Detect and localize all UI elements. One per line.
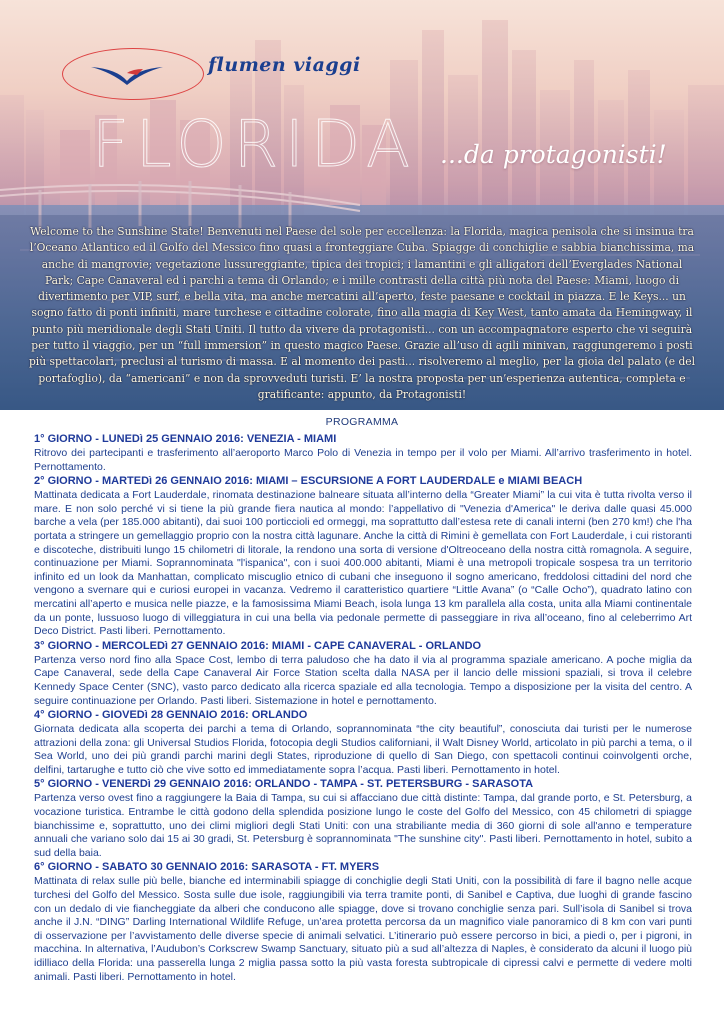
day-description: Partenza verso nord fino alla Space Cost, lembo di terra paludoso che ha dato il via al programma spaziale americano. A poche miglia da Cape Canaveral, sede della Cape Canaveral Air Force Station scelta dalla NASA per il lancio delle missioni spaziali, si trova il celebre Kennedy Space Center (SNC), vasto parco dedicato alla ricerca spaziale ed alla tecnologia. Tempo a disposizione per la visita del centro. A seguire continuazione per Orlando. Pasti liberi. Sistemazione in hotel e pernottamento. xyxy=(34,653,692,707)
day-6 xyxy=(34,860,692,984)
day-3 xyxy=(34,639,692,708)
day-4 xyxy=(34,708,692,777)
bird-logo-icon xyxy=(87,63,167,85)
day-2 xyxy=(34,474,692,639)
destination-title: FLORIDA xyxy=(92,108,417,182)
day-title: 5° GIORNO - VENERDì 29 GENNAIO 2016: ORLANDO - TAMPA - ST. PETERSBURG - SARASOTA xyxy=(34,778,534,791)
day-title: 2° GIORNO - MARTEDì 26 GENNAIO 2016: MIAMI – ESCURSIONE A FORT LAUDERDALE e MIAMI BEACH xyxy=(34,475,583,488)
logo-emblem xyxy=(62,48,204,100)
program-heading: PROGRAMMA xyxy=(325,416,399,428)
brand-name: flumen viaggi xyxy=(208,54,361,76)
day-title: 6° GIORNO - SABATO 30 GENNAIO 2016: SARASOTA - FT. MYERS xyxy=(34,861,380,874)
day-description: Mattinata di relax sulle più belle, bianche ed interminabili spiagge di conchiglie degli Stati Uniti, con la possibilità di fare il bagno nelle acque turchesi del Golfo del Messico. Sosta sulle due isole, raggiungibili via terra tramite ponti, di Sanibel e Captiva, due luoghi di grande fascino con un dedalo di vie fiancheggiate da alberi che conducono alle spiagge, dove si trovano conchiglie senza pari. Sull’isola di Sanibel si trova anche il J.N. “DING” Darling International Wildlife Refuge, un’area protetta percorsa da un magnifico viale panoramico di 8 km con vari punti di osservazione per l’avvistamento delle diverse specie di animali selvatici. L’itinerario può essere percorso in bici, a piedi o, per i pigroni, in macchina. In alternativa, l’Audubon’s Corkscrew Swamp Sanctuary, situato più a sud all’altezza di Naples, è considerato da alcuni il luogo più idilliaco della Florida: una passerella lunga 2 miglia passa sotto la più vasta foresta subtropicale di cipressi calvi e permette di vedere molti animali. Pasti liberi. Pernottamento in hotel. xyxy=(34,875,692,983)
day-title: 3° GIORNO - MERCOLEDì 27 GENNAIO 2016: MIAMI - CAPE CANAVERAL - ORLANDO xyxy=(34,639,482,652)
day-title: 4° GIORNO - GIOVEDì 28 GENNAIO 2016: ORLANDO xyxy=(34,709,308,722)
day-description: Ritrovo dei partecipanti e trasferimento all’aeroporto Marco Polo di Venezia in tempo per il volo per Miami. All’arrivo trasferimento in hotel. Pernottamento. xyxy=(34,447,692,473)
itinerary xyxy=(34,432,692,984)
day-1 xyxy=(34,432,692,474)
day-description: Giornata dedicata alla scoperta dei parchi a tema di Orlando, soprannominata “the city beautiful”, conosciuta dai turisti per le numerose attrazioni della zona: gli Universal Studios Florida, fotocopia degli Studios californiani, il Walt Disney World, articolato in più parchi a tema, o il Sea World, uno dei più grandi parchi marini degli States, riproduzione di quello di San Diego, con spettacoli continui coinvolgenti orche, delfini, tartarughe e tutto ciò che vive sotto ed immediatamente sopra l’acqua. Pasti liberi. Pernottamento in hotel. xyxy=(34,723,692,776)
hero-banner xyxy=(0,0,724,410)
day-description: Partenza verso ovest fino a raggiungere la Baia di Tampa, su cui si affacciano due città distinte: Tampa, dal grande porto, e St. Petersburg, a vocazione turistica. Entrambe le città godono della splendida posizione lungo le coste del Golfo del Messico, con 45 chilometri di spiagge bianchissime e, soprattutto, uno dei climi migliori degli Stati Uniti: con una strabiliante media di 360 giorni di sole all'anno e temperature annuali che variano solo dai 15 ai 30 gradi, St. Petersburg è soprannominata "The sunshine city". Pasti liberi. Pernottamento in hotel, subito a sud della baia. xyxy=(34,792,692,859)
day-5 xyxy=(34,777,692,860)
intro-paragraph: Welcome to the Sunshine State! Benvenuti nel Paese del sole per eccellenza: la Florida, magica penisola che si insinua tra l’Oceano Atlantico ed il Golfo del Messico fino quasi a fronteggiare Cuba. Spiagge di conchiglie e sabbia bianchissima, ma anche di mangrovie; vegetazione lussureggiante, tipica dei tropici; i lamantini e gli alligatori dell’Everglades National Park; Cape Canaveral ed i parchi a tema di Orlando; e i mille contrasti della città più nota del Paese: Miami, luogo di divertimento per VIP, surf, e bella vita, ma anche mercatini all’aperto, feste paesane e cocktail in piazza. E le Keys... un sogno fatto di ponti infiniti, mare turchese e cittadine colorate, fino alla magia di Key West, tanto amata da Hemingway, il punto più meridionale degli Stati Uniti. Il tutto da vivere da protagonisti... con un accompagnatore esperto che vi seguirà per tutto il viaggio, per un “full immersion” in questo magico Paese. Grazie all’uso di agili minivan, raggiungeremo i posti più spettacolari, preclusi al turismo di massa. E al momento dei pasti... risolveremo al meglio, per la gioia del palato (e del portafoglio), da “americani” e non da sprovveduti turisti. E’ la nostra proposta per un’esperienza autentica, completa e gratificante: appunto, da Protagonisti! xyxy=(28,225,696,401)
day-title: 1° GIORNO - LUNEDì 25 GENNAIO 2016: VENEZIA - MIAMI xyxy=(34,433,337,445)
tagline: ...da protagonisti! xyxy=(440,140,667,169)
day-description: Mattinata dedicata a Fort Lauderdale, rinomata destinazione balneare situata all’interno della “Greater Miami” la cui vita è tutta rivolta verso il mare. E non solo perché vi si tiene la più grande fiera nautica al mondo: l’appellativo di "Venezia d'America" le deriva dalle quasi 45.000 barche a vela (per 185.000 abitanti), dai suoi 100 porticcioli ed ormeggi, ma soprattutto dall’estesa rete di canali interni (ben 270 km!) che l'ha portata a stringere un gemellaggio proprio con la nostra città lagunare. Anche la città di Rimini è gemellata con Fort Lauderdale, i cui ristoranti e discoteche, distribuiti lungo 15 chilometri di litorale, la rendono una sorta di versione d'Oltreoceano della nostra città romagnola. A seguire, continuazione per Miami. Soprannominata "l'ispanica", con i suoi 400.000 abitanti, Miami è una metropoli tropicale sospesa tra un territorio infinito ed un look da Manhattan, complicato miscuglio etnico di cubani che inseguono il sogno americano, freddolosi cittadini del nord che vengono a svernare qui e curiosi europei in vacanza. Vedremo il caratteristico quartiere “Little Avana” (o “Calle Ocho”), quadrato latino con mercatini all’aperto e musica nelle piazze, e la famosissima Miami Beach, isola lunga 13 km parallela alla costa, unita alla Miami continentale da un ponte, lussuoso luogo di villeggiatura in cui una bella via pedonale permette di passeggiare in riva all’oceano, fino al celeberrimo Art Deco District. Pasti liberi. Pernottamento. xyxy=(34,489,692,638)
